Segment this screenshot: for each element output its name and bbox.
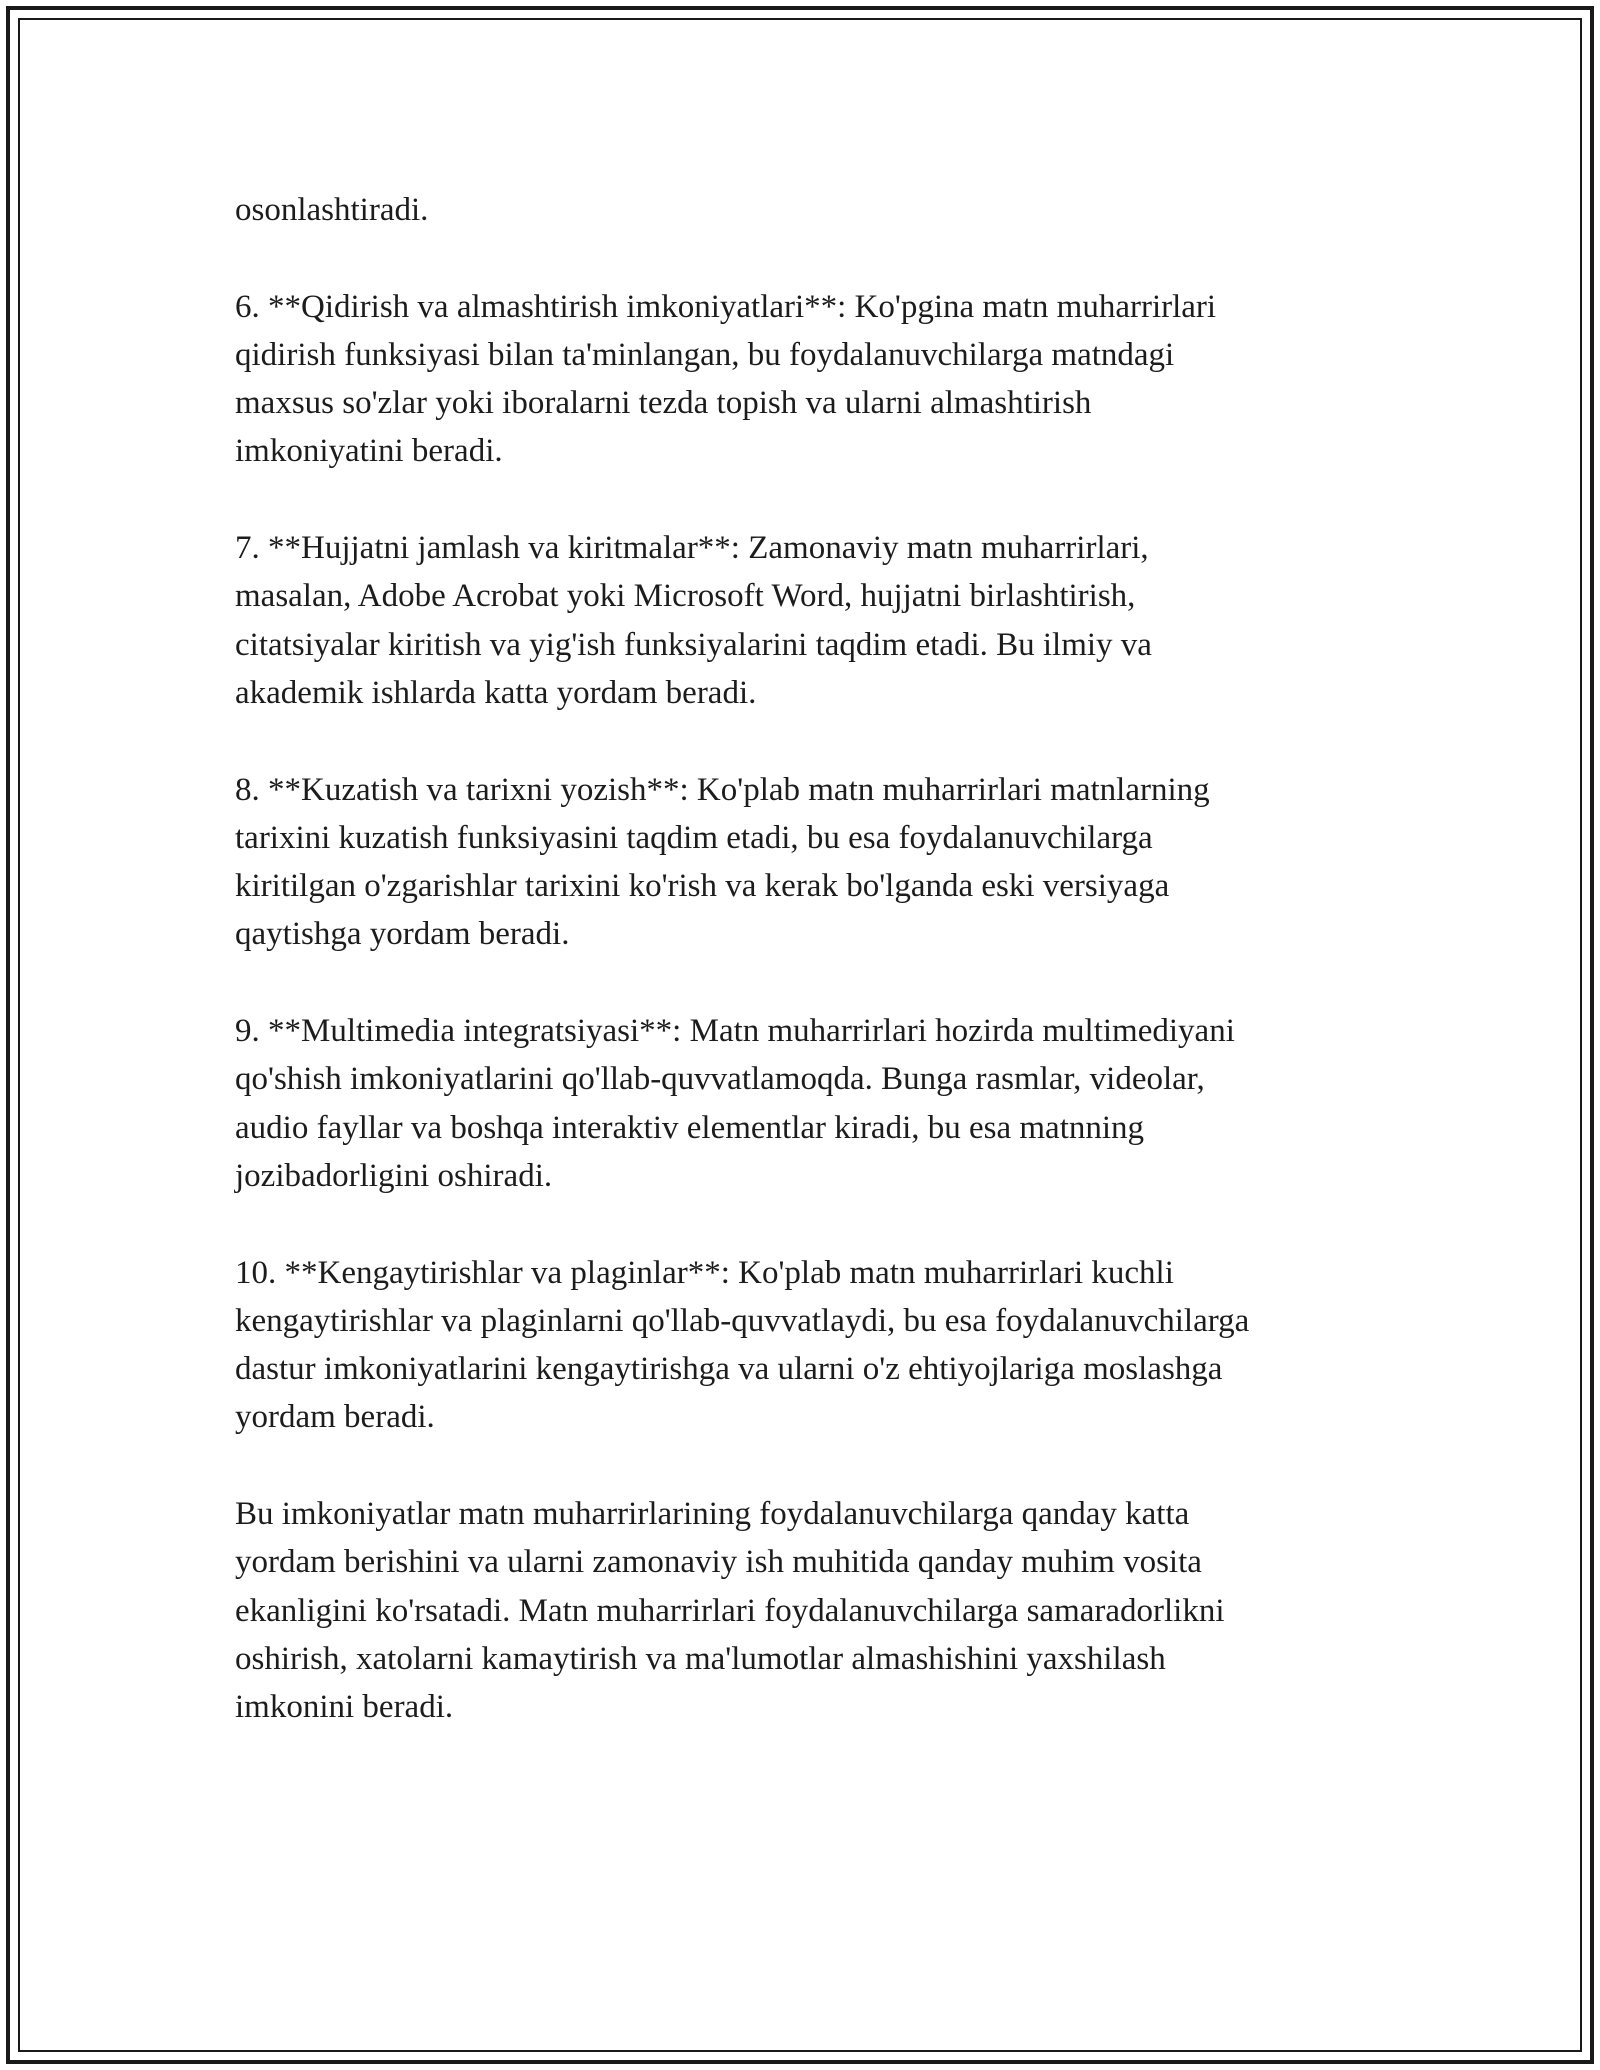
paragraph-conclusion: Bu imkoniyatlar matn muharrirlarining foydalanuvchilarga qanday katta yordam berishini va ularni zamonaviy ish muhitida qanday muhim vosita ekanligini ko'rsatadi. Matn muharrirlari foydalanuvchilarga samaradorlikni oshirish, xatolarni kamaytirish va ma'lumotlar almashishini yaxshilash imkonini beradi. xyxy=(235,1496,1225,1726)
paragraph-item-10: 10. **Kengaytirishlar va plaginlar**: Ko'plab matn muharrirlari kuchli kengaytirishlar va plaginlarni qo'llab-quvvatlaydi, bu esa foydalanuvchilarga dastur imkoniyatlarini kengaytirishga va ularni o'z ehtiyojlariga moslashga yordam beradi. xyxy=(235,1254,1250,1436)
paragraph-continuation: osonlashtiradi. xyxy=(235,192,429,228)
paragraph-item-7: 7. **Hujjatni jamlash va kiritmalar**: Zamonaviy matn muharrirlari, masalan, Adobe Acrobat yoki Microsoft Word, hujjatni birlashtirish, citatsiyalar kiritish va yig'ish funksiyalarini taqdim etadi. Bu ilmiy va akademik ishlarda katta yordam beradi. xyxy=(235,530,1152,711)
paragraph-item-8: 8. **Kuzatish va tarixni yozish**: Ko'plab matn muharrirlari matnlarning tarixini kuzatish funksiyasini taqdim etadi, bu esa foydalanuvchilarga kiritilgan o'zgarishlar tarixini ko'rish va kerak bo'lganda eski versiyaga qaytishga yordam beradi. xyxy=(235,771,1210,953)
document-body xyxy=(235,186,1385,1732)
paragraph-item-9: 9. **Multimedia integratsiyasi**: Matn muharrirlari hozirda multimediyani qo'shish imkoniyatlarini qo'llab-quvvatlamoqda. Bunga rasmlar, videolar, audio fayllar va boshqa interaktiv elementlar kiradi, bu esa matnning jozibadorligini oshiradi. xyxy=(235,1013,1235,1194)
paragraph-item-6: 6. **Qidirish va almashtirish imkoniyatlari**: Ko'pgina matn muharrirlari qidirish funksiyasi bilan ta'minlangan, bu foydalanuvchilarga matndagi maxsus so'zlar yoki iboralarni tezda topish va ularni almashtirish imkoniyatini beradi. xyxy=(235,288,1217,470)
